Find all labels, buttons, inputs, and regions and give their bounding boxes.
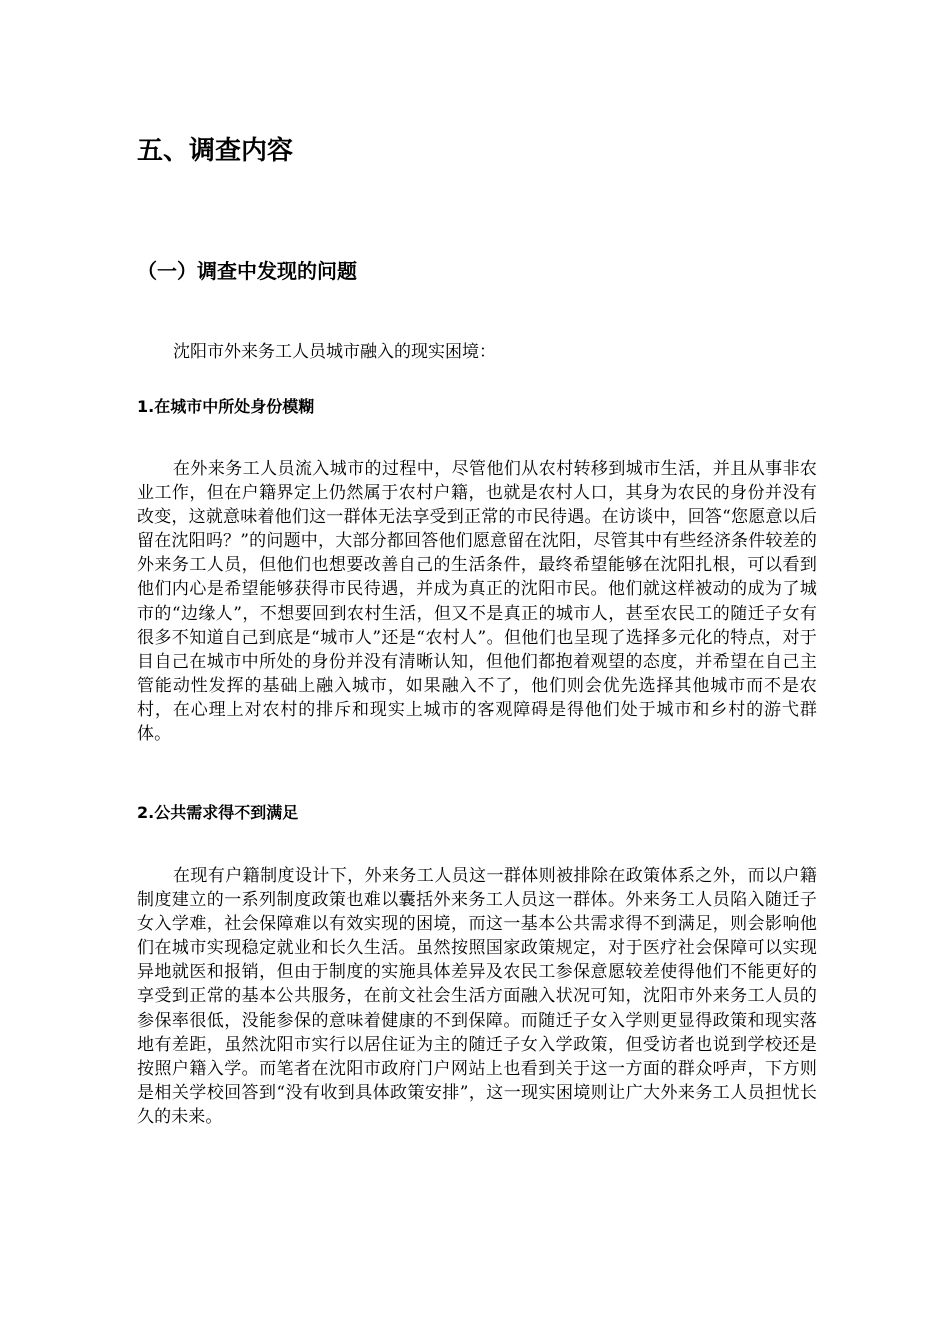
subsection-title: （一）调查中发现的问题 [137, 259, 357, 283]
section-title: 五、调查内容 [137, 136, 294, 166]
issue-body-identity: 在外来务工人员流入城市的过程中，尽管他们从农村转移到城市生活，并且从事非农业工作，但在户籍界定上仍然属于农村户籍，也就是农村人口，其身为农民的身份并没有改变，这就意味着他们这一群体无法享受到正常的市民待遇。在访谈中，回答“您愿意以后留在沈阳吗？”的问题中，大部分都回答他们愿意留在沈阳，尽管其中有些经济条件较差的外来务工人员，但他们也想要改善自己的生活条件，最终希望能够在沈阳扎根，可以看到他们内心是希望能够获得市民待遇，并成为真正的沈阳市民。他们就这样被动的成为了城市的“边缘人”，不想要回到农村生活，但又不是真正的城市人，甚至农民工的随迁子女有很多不知道自己到底是“城市人”还是“农村人”。但他们也呈现了选择多元化的特点，对于目自己在城市中所处的身份并没有清晰认知，但他们都抱着观望的态度，并希望在自己主管能动性发挥的基础上融入城市，如果融入不了，他们则会优先选择其他城市而不是农村，在心理上对农村的排斥和现实上城市的客观障碍是得他们处于城市和乡村的游弋群体。 [137, 459, 817, 745]
intro-paragraph: 沈阳市外来务工人员城市融入的现实困境： [173, 342, 496, 362]
issue-heading-public-needs: 2.公共需求得不到满足 [137, 803, 299, 822]
issue-body-public-needs: 在现有户籍制度设计下，外来务工人员这一群体则被排除在政策体系之外，而以户籍制度建立的一系列制度政策也难以囊括外来务工人员这一群体。外来务工人员陷入随迁子女入学难，社会保障难以有效实现的困境，而这一基本公共需求得不到满足，则会影响他们在城市实现稳定就业和长久生活。虽然按照国家政策规定，对于医疗社会保障可以实现异地就医和报销，但由于制度的实施具体差异及农民工参保意愿较差使得他们不能更好的享受到正常的基本公共服务，在前文社会生活方面融入状况可知，沈阳市外来务工人员的参保率很低，没能参保的意味着健康的不到保障。而随迁子女入学则更显得政策和现实落地有差距，虽然沈阳市实行以居住证为主的随迁子女入学政策，但受访者也说到学校还是按照户籍入学。而笔者在沈阳市政府门户网站上也看到关于这一方面的群众呼声，下方则是相关学校回答到“没有收到具体政策安排”，这一现实困境则让广大外来务工人员担忧长久的未来。 [137, 866, 817, 1127]
issue-heading-identity: 1.在城市中所处身份模糊 [137, 397, 315, 416]
